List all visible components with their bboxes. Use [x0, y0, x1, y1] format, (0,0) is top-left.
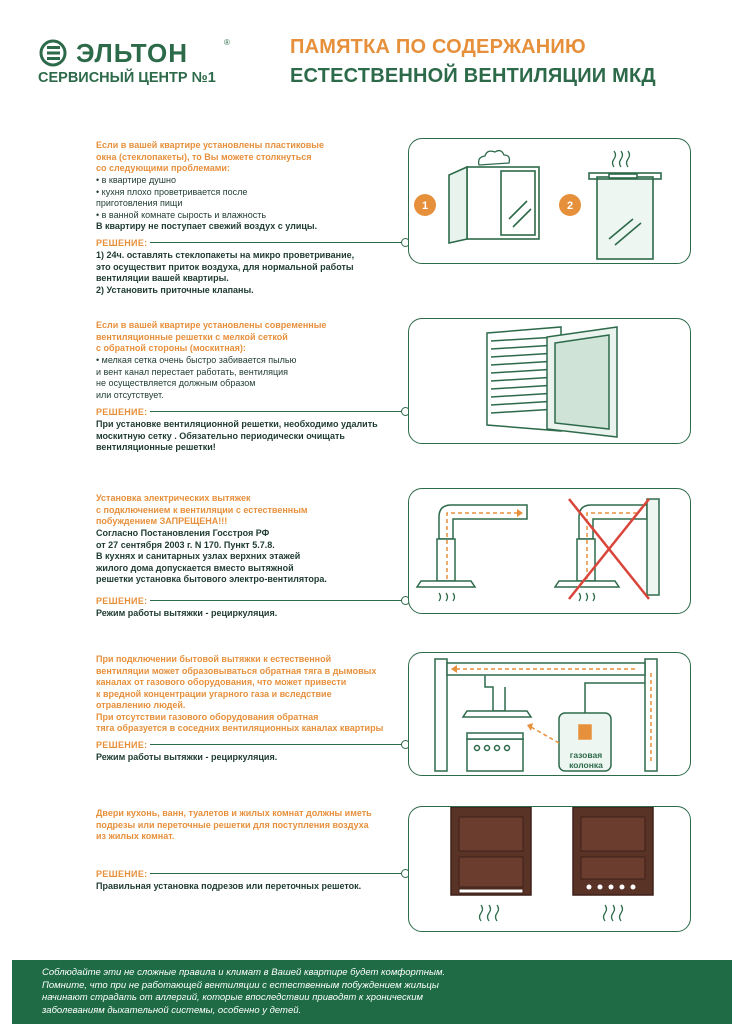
- section5-connector: [150, 873, 403, 874]
- section3-solution: Режим работы вытяжки - рециркуляция.: [96, 608, 278, 618]
- badge-1: 1: [421, 200, 429, 212]
- logo-icon: [38, 38, 72, 68]
- door-grille-icon: [573, 807, 653, 895]
- footer-text: Соблюдайте эти не сложные правила и климат в Вашей квартире будет комфортным. Помните, что при не работающей вентиляции с естественным побуждением жильцы начинают страдать от аллергий, которые впоследствии приводят к хроническим заболеваниям дыхательной системы, особенно у детей.: [42, 967, 446, 1016]
- stove-hood-icon: [463, 675, 531, 771]
- section4-connector: [150, 744, 403, 745]
- section5-illustration: [408, 806, 691, 932]
- section1-bullets: • в квартире душно • кухня плохо проветривается после приготовления пищи • в ванной комнате сырость и влажность: [96, 175, 267, 220]
- section3-connector: [150, 600, 403, 601]
- section3-illustration: [408, 488, 691, 614]
- air-under-door-icon: [480, 905, 623, 921]
- door-undercut-icon: [451, 807, 531, 895]
- section2-solution: При установке вентиляционной решетки, необходимо удалить москитную сетку . Обязательно периодически очищать вентиляционные решетки!: [96, 419, 378, 452]
- section3-body: Согласно Постановления Госстроя РФ от 27 сентября 2003 г. N 170. Пункт 5.7.8. В кухнях и санитарных узлах верхних этажей жилого дома допускается вместо вытяжной решетки установка бытового электро-вентилятора.: [96, 528, 327, 584]
- section4-illustration: [408, 652, 691, 776]
- section1-note: В квартиру не поступает свежий воздух с улицы.: [96, 221, 318, 231]
- section5-solution-label: РЕШЕНИЕ:: [96, 869, 148, 879]
- door-icon: [589, 173, 661, 259]
- section1-solution-label: РЕШЕНИЕ:: [96, 238, 148, 248]
- section2-intro: Если в вашей квартире установлены современные вентиляционные решетки с мелкой сеткой с обратной стороны (москитная):: [96, 320, 327, 353]
- section4-solution-label: РЕШЕНИЕ:: [96, 740, 148, 750]
- heat-icon: [439, 593, 455, 601]
- title-line-2: ЕСТЕСТВЕННОЙ ВЕНТИЛЯЦИИ МКД: [290, 65, 656, 87]
- section5-solution: Правильная установка подрезов или переточных решеток.: [96, 881, 362, 891]
- hood-duct-icon: [417, 505, 527, 587]
- service-center-label: СЕРВИСНЫЙ ЦЕНТР №1: [38, 70, 216, 86]
- section2-connector: [150, 411, 403, 412]
- section5-intro: Двери кухонь, ванн, туалетов и жилых комнат должны иметь подрезы или переточные решетки для поступления воздуха из жилых комнат.: [96, 808, 372, 841]
- section3-intro: Установка электрических вытяжек с подключением к вентиляции с естественным побуждением ЗАПРЕЩЕНА!!!: [96, 493, 308, 526]
- cloud-icon: [479, 151, 510, 165]
- badge-2: 2: [566, 200, 574, 212]
- page-title: [290, 36, 710, 88]
- section3-solution-label: РЕШЕНИЕ:: [96, 596, 148, 606]
- brand-name: ЭЛЬТОН: [76, 38, 189, 68]
- section2-illustration: [408, 318, 691, 444]
- section1-intro: Если в вашей квартире установлены пластиковые окна (стеклопакеты), то Вы можете столкнуться со следующими проблемами:: [96, 140, 324, 173]
- section1-solution: 1) 24ч. оставлять стеклопакеты на микро проветривание, это осуществит приток воздуха, для нормальной работы вентиляции вашей квартиры. 2) Установить приточные клапаны.: [96, 250, 355, 295]
- section4-solution: Режим работы вытяжки - рециркуляция.: [96, 752, 278, 762]
- airflow-icon: [613, 151, 630, 167]
- section2-bullets: • мелкая сетка очень быстро забивается пылью и вент канал перестает работать, вентиляция не осуществляется должным образом или отсутствует.: [96, 355, 297, 400]
- registered-mark: ®: [224, 38, 230, 47]
- footer-banner: [12, 960, 732, 1024]
- gas-boiler-label: газовая колонка: [569, 750, 603, 770]
- mosquito-net-icon: [547, 327, 617, 437]
- logo: [38, 36, 238, 96]
- section2-solution-label: РЕШЕНИЕ:: [96, 407, 148, 417]
- title-line-1: ПАМЯТКА ПО СОДЕРЖАНИЮ: [290, 36, 586, 58]
- window-icon: [449, 167, 539, 243]
- section1-illustration: [408, 138, 691, 264]
- section1-connector: [150, 242, 403, 243]
- section4-intro: При подключении бытовой вытяжки к естественной вентиляции может образовываться обратная тяга в дымовых каналах от газового оборудования, что может привести к вредной концентрации угарного газа и вследствие отравлению людей. При отсутствии газового оборудования обратная тяга образуется в соседних вентиляционных каналах квартиры: [96, 654, 384, 733]
